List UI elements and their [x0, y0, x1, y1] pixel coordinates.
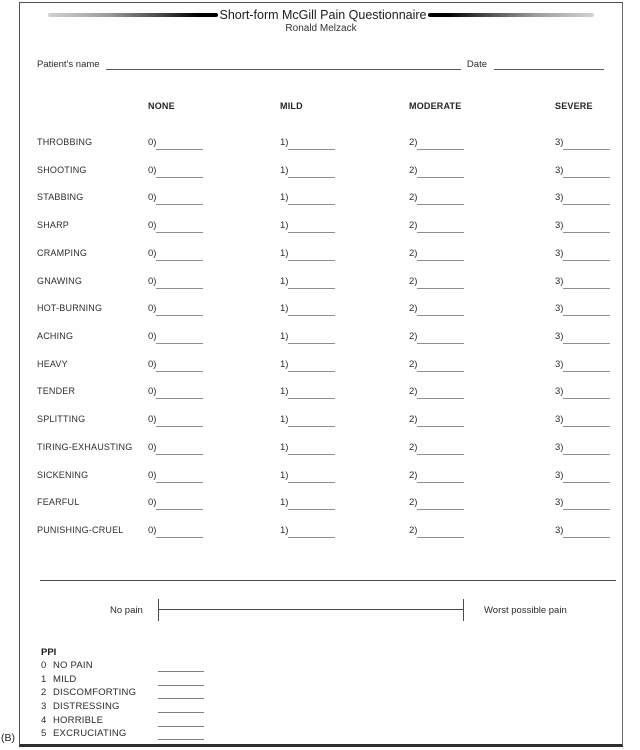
rating-prefix: 0): [148, 386, 157, 398]
rating-blank[interactable]: [156, 332, 203, 344]
rating-blank[interactable]: [288, 415, 335, 427]
descriptor-label: ACHING: [37, 331, 74, 342]
rating-cell-mild: [280, 303, 409, 316]
rating-cell-none: [148, 165, 280, 178]
title-rule-left: [48, 13, 218, 17]
ppi-heading: PPI: [41, 647, 57, 658]
rating-cell-severe: [555, 359, 610, 372]
rating-cell-moderate: [409, 276, 555, 289]
rating-cell-none: [148, 497, 280, 510]
rating-cell-severe: [555, 165, 610, 178]
rating-prefix: 3): [555, 192, 564, 204]
descriptor-label: GNAWING: [37, 275, 83, 286]
rating-cell-moderate: [409, 137, 555, 150]
section-divider: [40, 580, 616, 581]
rating-prefix: 1): [280, 137, 289, 148]
ppi-options: [41, 660, 604, 742]
rating-prefix: 1): [280, 469, 289, 481]
rating-prefix: 2): [409, 331, 418, 343]
rating-cell-none: [148, 331, 280, 344]
patient-date-row: [37, 58, 604, 70]
column-header-moderate: MODERATE: [409, 101, 462, 111]
rating-prefix: 0): [148, 247, 157, 259]
rating-cell-none: [148, 276, 280, 289]
table-row: [37, 497, 604, 525]
rating-prefix: 2): [409, 275, 418, 287]
ppi-option-row: [41, 701, 604, 715]
rating-cell-mild: [280, 248, 409, 261]
rating-cell-mild: [280, 497, 409, 510]
rating-blank[interactable]: [417, 304, 464, 316]
rating-cell-moderate: [409, 192, 555, 205]
rating-prefix: 1): [280, 220, 289, 232]
ppi-option-value: 1: [41, 673, 47, 685]
descriptor-label: SICKENING: [37, 469, 89, 480]
descriptor-label: FEARFUL: [37, 497, 80, 508]
rating-cell-severe: [555, 386, 610, 399]
table-row: [37, 331, 604, 359]
descriptor-label: SHARP: [37, 220, 70, 231]
questionnaire-form: [19, 2, 623, 747]
rating-prefix: 0): [148, 164, 157, 176]
rating-blank[interactable]: [563, 471, 610, 483]
rating-blank[interactable]: [156, 138, 203, 150]
vas-right-label: Worst possible pain: [484, 605, 567, 616]
ppi-option-value: 2: [41, 687, 47, 699]
rating-cell-severe: [555, 331, 610, 344]
patient-name-input[interactable]: [106, 58, 461, 70]
ppi-option-blank[interactable]: [158, 674, 204, 686]
rating-prefix: 3): [555, 497, 564, 509]
rating-cell-moderate: [409, 220, 555, 233]
rating-prefix: 1): [280, 164, 289, 176]
descriptor-label: TIRING-EXHAUSTING: [37, 441, 133, 452]
rating-prefix: 1): [280, 358, 289, 370]
rating-cell-none: [148, 414, 280, 427]
rating-blank[interactable]: [417, 526, 464, 538]
rating-blank[interactable]: [288, 277, 335, 289]
table-row: [37, 165, 604, 193]
rating-cell-severe: [555, 248, 610, 261]
rating-blank[interactable]: [563, 138, 610, 150]
rating-blank[interactable]: [288, 526, 335, 538]
table-row: [37, 470, 604, 498]
rating-cell-severe: [555, 442, 610, 455]
rating-cell-severe: [555, 497, 610, 510]
descriptor-label: TENDER: [37, 386, 76, 397]
ppi-option-value: 5: [41, 728, 47, 740]
rating-cell-none: [148, 303, 280, 316]
rating-prefix: 3): [555, 358, 564, 370]
rating-cell-mild: [280, 414, 409, 427]
rating-blank[interactable]: [417, 166, 464, 178]
rating-cell-severe: [555, 192, 610, 205]
ppi-option-row: [41, 660, 604, 674]
ppi-option-row: [41, 728, 604, 742]
rating-blank[interactable]: [288, 443, 335, 455]
rating-blank[interactable]: [417, 332, 464, 344]
table-row: [37, 414, 604, 442]
rating-blank[interactable]: [156, 360, 203, 372]
rating-blank[interactable]: [288, 166, 335, 178]
pain-descriptor-table: [37, 101, 604, 553]
table-row: [37, 137, 604, 165]
rating-blank[interactable]: [288, 387, 335, 399]
rating-blank[interactable]: [156, 387, 203, 399]
descriptor-label: SHOOTING: [37, 164, 87, 175]
ppi-option-value: 0: [41, 660, 47, 671]
patient-name-label: Patient's name: [37, 59, 100, 70]
rating-prefix: 0): [148, 303, 157, 315]
rating-cell-severe: [555, 414, 610, 427]
rating-cell-none: [148, 248, 280, 261]
date-label: Date: [466, 59, 487, 70]
rating-cell-severe: [555, 137, 610, 150]
rating-cell-mild: [280, 359, 409, 372]
rating-cell-none: [148, 470, 280, 483]
descriptor-label: SPLITTING: [37, 414, 86, 425]
rating-cell-moderate: [409, 359, 555, 372]
rating-prefix: 1): [280, 275, 289, 287]
rating-cell-mild: [280, 386, 409, 399]
rating-prefix: 2): [409, 303, 418, 315]
rating-prefix: 3): [555, 441, 564, 453]
rating-cell-mild: [280, 470, 409, 483]
ppi-option-label: MILD: [53, 673, 77, 685]
rating-prefix: 2): [409, 386, 418, 398]
form-author: Ronald Melzack: [285, 23, 357, 34]
rating-prefix: 2): [409, 358, 418, 370]
rating-blank[interactable]: [288, 498, 335, 510]
rating-cell-none: [148, 525, 280, 538]
rating-blank[interactable]: [563, 498, 610, 510]
rating-prefix: 3): [555, 331, 564, 343]
rating-prefix: 2): [409, 497, 418, 509]
rating-prefix: 3): [555, 414, 564, 426]
title-rule-right: [428, 13, 594, 17]
rating-blank[interactable]: [563, 360, 610, 372]
title-row: [20, 8, 622, 22]
rating-blank[interactable]: [288, 360, 335, 372]
rating-blank[interactable]: [563, 166, 610, 178]
rating-blank[interactable]: [417, 221, 464, 233]
ppi-option-row: [41, 715, 604, 729]
rating-prefix: 1): [280, 303, 289, 315]
rating-cell-mild: [280, 165, 409, 178]
table-row: [37, 192, 604, 220]
rating-blank[interactable]: [563, 332, 610, 344]
rating-blank[interactable]: [156, 526, 203, 538]
rating-cell-moderate: [409, 470, 555, 483]
rating-blank[interactable]: [563, 304, 610, 316]
descriptor-label: HOT-BURNING: [37, 303, 103, 314]
rating-blank[interactable]: [563, 193, 610, 205]
column-header-none: NONE: [148, 101, 175, 111]
table-row: [37, 248, 604, 276]
rating-cell-moderate: [409, 386, 555, 399]
rating-blank[interactable]: [156, 277, 203, 289]
ppi-option-blank[interactable]: [158, 687, 204, 699]
rating-blank[interactable]: [563, 249, 610, 261]
rating-cell-moderate: [409, 165, 555, 178]
rating-blank[interactable]: [156, 443, 203, 455]
rating-prefix: 1): [280, 247, 289, 259]
rating-cell-none: [148, 192, 280, 205]
rating-cell-mild: [280, 192, 409, 205]
rating-cell-moderate: [409, 331, 555, 344]
rating-blank[interactable]: [288, 221, 335, 233]
rating-cell-none: [148, 220, 280, 233]
rating-blank[interactable]: [563, 526, 610, 538]
column-header-severe: SEVERE: [555, 101, 593, 111]
rating-cell-mild: [280, 137, 409, 150]
rating-prefix: 0): [148, 275, 157, 287]
rating-prefix: 2): [409, 164, 418, 176]
ppi-option-blank[interactable]: [158, 660, 204, 672]
table-row: [37, 442, 604, 470]
rating-blank[interactable]: [417, 471, 464, 483]
descriptor-label: STABBING: [37, 192, 84, 203]
rating-prefix: 1): [280, 497, 289, 509]
rating-cell-moderate: [409, 248, 555, 261]
figure-label: (B): [1, 732, 15, 744]
rating-blank[interactable]: [417, 360, 464, 372]
rating-prefix: 0): [148, 497, 157, 509]
rating-prefix: 0): [148, 137, 157, 148]
rating-blank[interactable]: [417, 443, 464, 455]
rating-prefix: 1): [280, 441, 289, 453]
rating-prefix: 0): [148, 358, 157, 370]
rating-prefix: 3): [555, 164, 564, 176]
vas-left-label: No pain: [110, 605, 143, 616]
rating-blank[interactable]: [288, 138, 335, 150]
rating-blank[interactable]: [563, 277, 610, 289]
rating-prefix: 2): [409, 414, 418, 426]
rating-prefix: 2): [409, 192, 418, 204]
rating-blank[interactable]: [417, 138, 464, 150]
rating-prefix: 3): [555, 303, 564, 315]
rating-blank[interactable]: [156, 166, 203, 178]
rating-blank[interactable]: [563, 443, 610, 455]
rating-prefix: 2): [409, 137, 418, 148]
ppi-option-blank[interactable]: [158, 728, 204, 740]
rating-cell-none: [148, 359, 280, 372]
rating-blank[interactable]: [417, 193, 464, 205]
rating-prefix: 0): [148, 220, 157, 232]
ppi-option-label: HORRIBLE: [53, 714, 104, 726]
rating-cell-moderate: [409, 442, 555, 455]
rating-prefix: 2): [409, 525, 418, 537]
table-body: [37, 137, 604, 553]
rating-cell-mild: [280, 525, 409, 538]
rating-prefix: 0): [148, 469, 157, 481]
rating-blank[interactable]: [156, 249, 203, 261]
ppi-option-row: [41, 674, 604, 688]
rating-cell-mild: [280, 276, 409, 289]
rating-blank[interactable]: [417, 277, 464, 289]
rating-blank[interactable]: [417, 498, 464, 510]
rating-prefix: 3): [555, 469, 564, 481]
rating-cell-severe: [555, 525, 610, 538]
rating-prefix: 0): [148, 414, 157, 426]
ppi-option-label: DISCOMFORTING: [53, 687, 137, 699]
rating-cell-none: [148, 442, 280, 455]
table-row: [37, 359, 604, 387]
ppi-option-blank[interactable]: [158, 715, 204, 727]
rating-blank[interactable]: [156, 193, 203, 205]
rating-blank[interactable]: [288, 471, 335, 483]
rating-cell-severe: [555, 220, 610, 233]
table-header-row: [37, 101, 604, 137]
rating-prefix: 3): [555, 275, 564, 287]
column-header-mild: MILD: [280, 101, 303, 111]
rating-blank[interactable]: [288, 332, 335, 344]
rating-blank[interactable]: [563, 221, 610, 233]
rating-blank[interactable]: [288, 304, 335, 316]
table-row: [37, 525, 604, 553]
rating-blank[interactable]: [563, 387, 610, 399]
ppi-option-blank[interactable]: [158, 701, 204, 713]
rating-prefix: 3): [555, 137, 564, 148]
ppi-option-value: 4: [41, 714, 47, 726]
rating-prefix: 0): [148, 525, 157, 537]
date-input[interactable]: [494, 58, 604, 70]
ppi-option-label: DISTRESSING: [53, 701, 120, 713]
rating-prefix: 3): [555, 220, 564, 232]
rating-cell-none: [148, 386, 280, 399]
rating-cell-moderate: [409, 497, 555, 510]
table-row: [37, 220, 604, 248]
rating-blank[interactable]: [417, 387, 464, 399]
rating-cell-none: [148, 137, 280, 150]
descriptor-label: CRAMPING: [37, 247, 88, 258]
rating-blank[interactable]: [156, 471, 203, 483]
ppi-option-label: NO PAIN: [53, 660, 93, 671]
vas-scale: [20, 598, 622, 622]
descriptor-label: PUNISHING-CRUEL: [37, 525, 124, 536]
rating-cell-mild: [280, 442, 409, 455]
ppi-option-value: 3: [41, 701, 47, 713]
rating-prefix: 3): [555, 525, 564, 537]
rating-prefix: 2): [409, 469, 418, 481]
rating-prefix: 1): [280, 525, 289, 537]
rating-blank[interactable]: [288, 249, 335, 261]
form-title: Short-form McGill Pain Questionnaire: [219, 8, 427, 22]
rating-cell-mild: [280, 220, 409, 233]
ppi-option-row: [41, 687, 604, 701]
rating-prefix: 1): [280, 414, 289, 426]
rating-blank[interactable]: [417, 415, 464, 427]
rating-cell-severe: [555, 470, 610, 483]
rating-prefix: 2): [409, 220, 418, 232]
rating-blank[interactable]: [156, 415, 203, 427]
descriptor-label: THROBBING: [37, 137, 93, 147]
ppi-section: [41, 647, 604, 742]
rating-blank[interactable]: [563, 415, 610, 427]
rating-prefix: 3): [555, 247, 564, 259]
rating-cell-severe: [555, 303, 610, 316]
rating-prefix: 2): [409, 247, 418, 259]
rating-cell-moderate: [409, 414, 555, 427]
rating-prefix: 0): [148, 192, 157, 204]
rating-blank[interactable]: [156, 221, 203, 233]
rating-prefix: 1): [280, 386, 289, 398]
rating-prefix: 3): [555, 386, 564, 398]
rating-prefix: 0): [148, 331, 157, 343]
rating-cell-moderate: [409, 303, 555, 316]
table-row: [37, 303, 604, 331]
rating-cell-severe: [555, 276, 610, 289]
rating-blank[interactable]: [417, 249, 464, 261]
descriptor-label: HEAVY: [37, 358, 68, 369]
rating-cell-moderate: [409, 525, 555, 538]
rating-prefix: 2): [409, 441, 418, 453]
rating-prefix: 0): [148, 441, 157, 453]
rating-cell-mild: [280, 331, 409, 344]
rating-prefix: 1): [280, 192, 289, 204]
rating-blank[interactable]: [288, 193, 335, 205]
rating-blank[interactable]: [156, 498, 203, 510]
table-row: [37, 386, 604, 414]
rating-prefix: 1): [280, 331, 289, 343]
vas-slider-line[interactable]: [158, 599, 464, 621]
table-row: [37, 276, 604, 304]
rating-blank[interactable]: [156, 304, 203, 316]
ppi-option-label: EXCRUCIATING: [53, 728, 127, 740]
